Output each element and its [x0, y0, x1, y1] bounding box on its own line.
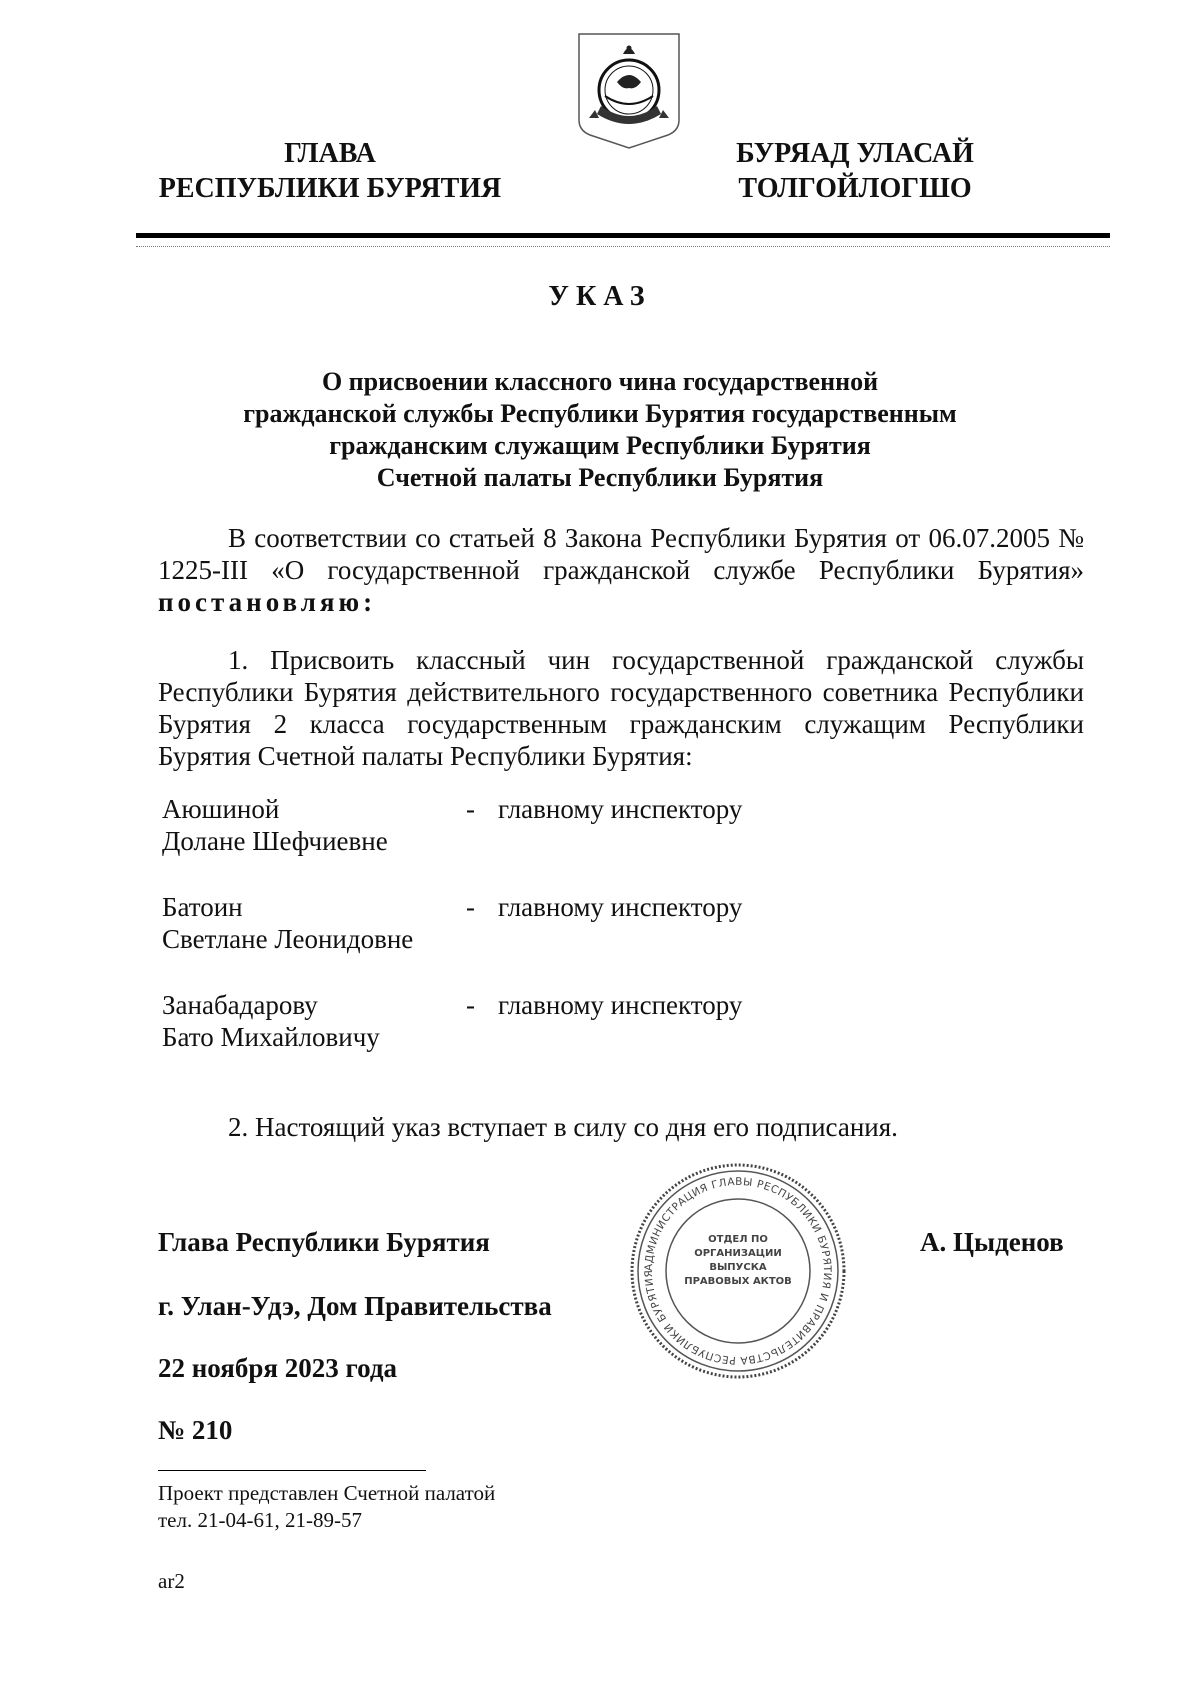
document-title: УКАЗ [548, 281, 652, 312]
subject-line: гражданской службы Республики Бурятия государственным [243, 399, 957, 428]
item-1-text: 1. Присвоить классный чин государственной гражданской службы Республики Бурятия действительного государственного советника Республики Бурятия 2 класса государственным гражданским служащим Республики Бурятия Счетной палаты Республики Бурятия: [158, 645, 1084, 771]
header-left-line1: ГЛАВА [284, 138, 376, 169]
person-position: главному инспектору [498, 892, 743, 922]
person-surname: Аюшиной [162, 794, 280, 824]
stamp-center-text: ОТДЕЛ ПО ОРГАНИЗАЦИИ ВЫПУСКА ПРАВОВЫХ АКТОВ [684, 1234, 792, 1287]
official-stamp-icon [628, 1161, 848, 1381]
subject-line: Счетной палаты Республики Бурятия [376, 463, 824, 492]
list-item [162, 793, 462, 857]
signing-place: г. Улан-Удэ, Дом Правительства [158, 1291, 552, 1321]
header-divider-thin [136, 246, 1110, 247]
header-left-line2: РЕСПУБЛИКИ БУРЯТИЯ [158, 173, 502, 204]
header-divider-thick [136, 233, 1110, 238]
footer-note [158, 1480, 495, 1534]
subject-line: гражданским служащим Республики Бурятия [329, 431, 871, 460]
person-name: Бато Михайловичу [162, 1022, 380, 1052]
stamp-ring-text: АДМИНИСТРАЦИЯ ГЛАВЫ РЕСПУБЛИКИ БУРЯТИЯ И ПРАВИТЕЛЬСТВА РЕСПУБЛИКИ БУРЯТИЯ [642, 1175, 834, 1367]
person-position: главному инспектору [498, 794, 743, 824]
subject-line: О присвоении классного чина государственной [321, 367, 879, 396]
preamble-text: В соответствии со статьей 8 Закона Республики Бурятия от 06.07.2005 № 1225-III «О государственной гражданской службе Республики Бурятия» [158, 523, 1084, 585]
signatory-name: А. Цыденов [920, 1227, 1064, 1257]
person-position: главному инспектору [498, 990, 743, 1020]
footer-divider [158, 1470, 426, 1471]
list-dash: - [466, 892, 475, 922]
list-dash: - [466, 794, 475, 824]
decree-subject [160, 366, 1040, 494]
footer-line: тел. 21-04-61, 21-89-57 [158, 1508, 362, 1532]
decree-number: № 210 [158, 1415, 233, 1445]
item-2-paragraph [158, 1111, 1084, 1143]
signing-date: 22 ноября 2023 года [158, 1353, 397, 1383]
decree-word: постановляю: [158, 587, 377, 617]
person-surname: Занабадарову [162, 990, 318, 1020]
header-right-line2: ТОЛГОЙЛОГШО [738, 173, 972, 204]
coat-of-arms-icon [577, 32, 681, 150]
signatory-position: Глава Республики Бурятия [158, 1227, 490, 1257]
header-right-line1: БУРЯАД УЛАСАЙ [736, 138, 974, 169]
person-name: Светлане Леонидовне [162, 924, 414, 954]
list-item [162, 989, 462, 1053]
item-2-text: 2. Настоящий указ вступает в силу со дня его подписания. [228, 1112, 898, 1142]
list-item [162, 891, 462, 955]
list-dash: - [466, 990, 475, 1020]
footer-line: Проект представлен Счетной палатой [158, 1481, 496, 1505]
person-name: Долане Шефчиевне [162, 826, 388, 856]
preamble-paragraph [158, 522, 1084, 618]
header-right [660, 136, 1050, 206]
item-1-paragraph [158, 644, 1084, 772]
person-surname: Батоин [162, 892, 243, 922]
footer-code: ar2 [158, 1569, 185, 1593]
header-left [150, 136, 510, 206]
